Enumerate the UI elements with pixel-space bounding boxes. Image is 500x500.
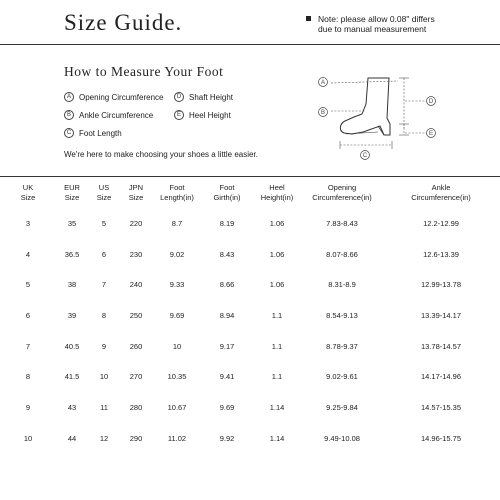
cell-eur: 44 [67, 433, 77, 443]
table-row [0, 331, 500, 362]
section-subtitle: How to Measure Your Foot [64, 64, 224, 79]
header-uk-size: UK Size [20, 183, 36, 202]
diagram-label-e [405, 129, 436, 138]
cell-ankle: 12.99-13.78 [420, 280, 462, 290]
boot-illustration [340, 78, 390, 135]
cell-ankle: 12.6-13.39 [423, 249, 459, 259]
cell-opening: 9.49-10.08 [324, 433, 360, 443]
cell-eur: 36.5 [64, 249, 80, 259]
cell-eur: 35 [67, 218, 77, 228]
cell-us: 9 [101, 341, 107, 351]
cell-ankle: 13.39-14.17 [420, 310, 462, 320]
cell-jpn: 250 [129, 310, 143, 320]
cell-foot-girth: 8.43 [219, 249, 235, 259]
header-opening-circumference: Opening Circumference(in) [312, 183, 372, 202]
svg-text:C: C [362, 153, 368, 160]
cell-foot-length: 10.67 [167, 402, 187, 412]
cell-foot-length: 11.02 [167, 433, 187, 443]
cell-jpn: 260 [129, 341, 143, 351]
measure-line-a [331, 81, 398, 83]
header-eur-size: EUR Size [64, 183, 80, 202]
table-row [0, 239, 500, 270]
table-row [0, 208, 500, 239]
table-row [0, 392, 500, 423]
cell-us: 12 [99, 433, 109, 443]
cell-foot-girth: 8.66 [219, 280, 235, 290]
note-line-1: Note: please allow 0.08" differs [318, 14, 435, 24]
size-table [0, 178, 500, 454]
cell-heel-height: 1.1 [271, 341, 283, 351]
cell-foot-length: 9.33 [169, 280, 185, 290]
legend-label-heel-height: Heel Height [189, 110, 231, 120]
diagram-label-b [319, 108, 328, 117]
cell-uk: 6 [25, 310, 31, 320]
svg-text:D: D [428, 99, 434, 106]
header-heel-height: Heel Height(in) [260, 183, 294, 202]
legend-label-ankle: Ankle Circumference [79, 110, 154, 120]
cell-jpn: 220 [129, 218, 143, 228]
cell-eur: 40.5 [64, 341, 80, 351]
diagram-label-c [361, 151, 370, 160]
cell-jpn: 280 [129, 402, 143, 412]
diagram-label-a [319, 78, 328, 87]
header-foot-girth: Foot Girth(in) [213, 183, 241, 202]
table-row [0, 361, 500, 392]
svg-text:A: A [320, 80, 326, 87]
cell-jpn: 270 [129, 372, 143, 382]
cell-us: 8 [101, 310, 107, 320]
tagline: We're here to make choosing your shoes a little easier. [64, 150, 258, 159]
cell-foot-girth: 9.69 [219, 402, 235, 412]
legend-label-shaft-height: Shaft Height [189, 92, 234, 102]
header-ankle-circumference: Ankle Circumference(in) [411, 183, 471, 202]
cell-foot-girth: 8.19 [219, 218, 235, 228]
legend-letter-e: E [174, 110, 184, 120]
cell-uk: 7 [25, 341, 31, 351]
cell-foot-length: 8.7 [171, 218, 183, 228]
cell-opening: 8.78-9.37 [326, 341, 358, 351]
cell-heel-height: 1.14 [269, 402, 285, 412]
legend-letter-b: B [64, 110, 74, 120]
cell-ankle: 13.78-14.57 [420, 341, 462, 351]
legend-letter-d: D [174, 92, 184, 102]
cell-uk: 10 [23, 433, 33, 443]
legend-letter-c: C [64, 128, 74, 138]
cell-us: 11 [100, 402, 108, 412]
cell-jpn: 230 [129, 249, 143, 259]
cell-uk: 5 [25, 280, 31, 290]
cell-opening: 9.25-9.84 [326, 402, 358, 412]
cell-us: 10 [99, 372, 109, 382]
cell-us: 6 [101, 249, 107, 259]
boot-measurement-diagram [0, 0, 500, 180]
cell-heel-height: 1.06 [269, 280, 285, 290]
cell-opening: 9.02-9.61 [326, 372, 358, 382]
cell-opening: 7.83-8.43 [326, 218, 358, 228]
cell-opening: 8.54-9.13 [326, 310, 358, 320]
section-divider [0, 176, 500, 177]
svg-text:E: E [428, 131, 434, 138]
cell-foot-girth: 9.92 [219, 433, 235, 443]
table-row [0, 300, 500, 331]
cell-eur: 39 [67, 310, 77, 320]
cell-heel-height: 1.1 [271, 372, 283, 382]
cell-us: 5 [101, 218, 107, 228]
cell-jpn: 290 [129, 433, 143, 443]
cell-ankle: 14.17-14.96 [420, 372, 462, 382]
cell-jpn: 240 [129, 280, 143, 290]
cell-us: 7 [101, 280, 107, 290]
cell-opening: 8.07-8.66 [326, 249, 358, 259]
cell-heel-height: 1.14 [269, 433, 285, 443]
cell-heel-height: 1.1 [271, 310, 283, 320]
diagram-label-d [405, 97, 436, 106]
table-header-row [0, 178, 500, 208]
header-foot-length: Foot Length(in) [160, 183, 194, 202]
legend-label-opening: Opening Circumference [79, 92, 164, 102]
cell-foot-length: 9.02 [169, 249, 185, 259]
cell-foot-girth: 8.94 [219, 310, 235, 320]
legend-letter-a: A [64, 92, 74, 102]
cell-ankle: 12.2-12.99 [423, 218, 459, 228]
cell-heel-height: 1.06 [269, 249, 285, 259]
legend-label-foot-length: Foot Length [79, 128, 122, 138]
cell-opening: 8.31-8.9 [328, 280, 356, 290]
cell-heel-height: 1.06 [269, 218, 285, 228]
table-row [0, 423, 500, 454]
cell-uk: 8 [25, 372, 31, 382]
cell-foot-length: 10.35 [167, 372, 187, 382]
table-row [0, 269, 500, 300]
header-us-size: US Size [96, 183, 112, 202]
cell-uk: 4 [25, 249, 31, 259]
cell-eur: 43 [67, 402, 77, 412]
header-jpn-size: JPN Size [128, 183, 144, 202]
svg-text:B: B [320, 110, 326, 117]
cell-uk: 3 [25, 218, 31, 228]
page-title: Size Guide. [64, 10, 183, 35]
cell-ankle: 14.96-15.75 [420, 433, 462, 443]
cell-eur: 41.5 [64, 372, 80, 382]
cell-foot-length: 10 [172, 341, 182, 351]
cell-foot-length: 9.69 [169, 310, 185, 320]
cell-foot-girth: 9.41 [219, 372, 235, 382]
note-line-2: due to manual measurement [318, 24, 427, 34]
cell-foot-girth: 9.17 [219, 341, 235, 351]
cell-uk: 9 [25, 402, 31, 412]
cell-eur: 38 [67, 280, 77, 290]
cell-ankle: 14.57-15.35 [420, 402, 462, 412]
